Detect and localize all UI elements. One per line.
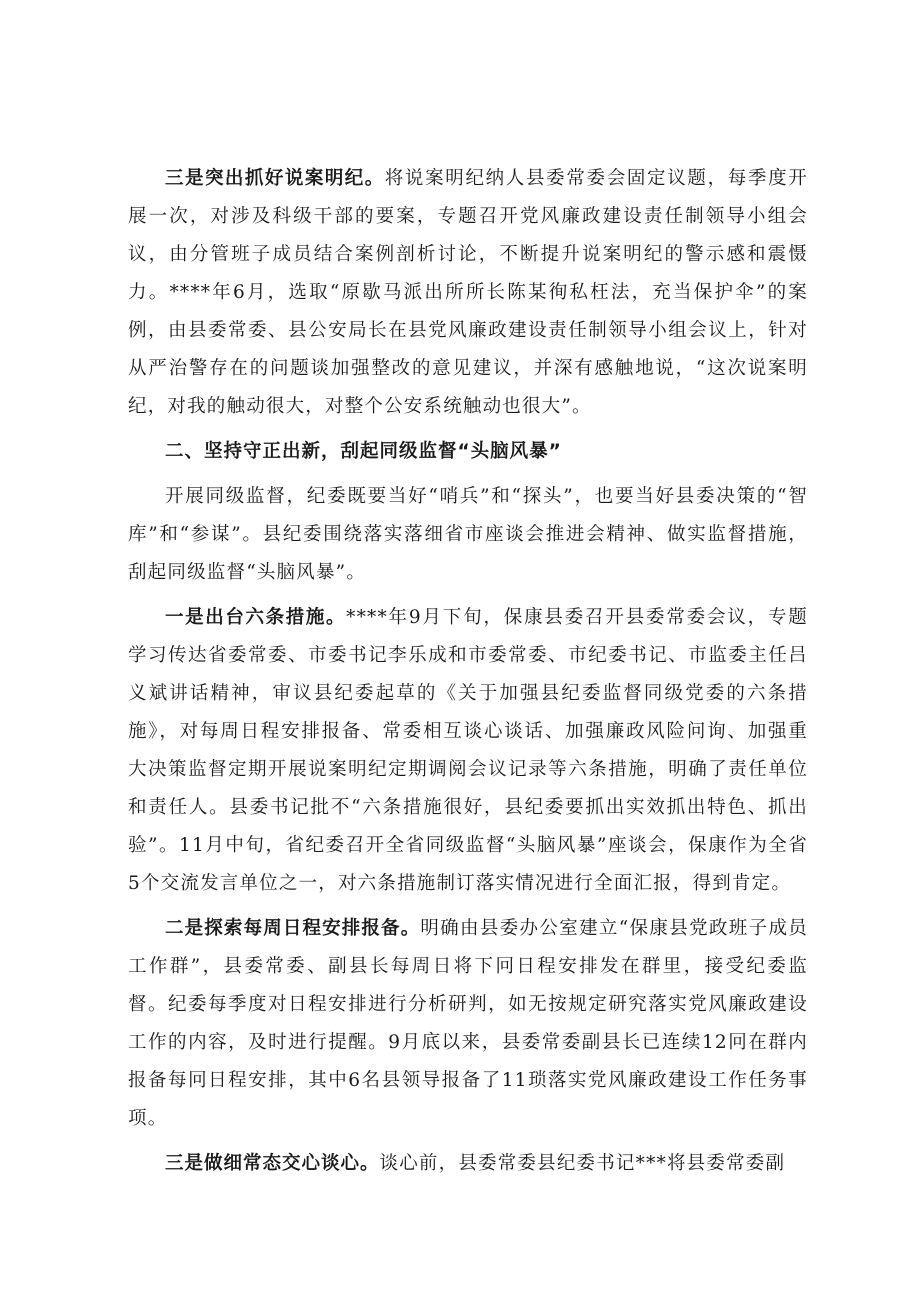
paragraph-lead: 三是做细常态交心谈心。 [165, 1153, 380, 1174]
paragraph-text: ****年9月下旬，保康县委召开县委常委会议，专题学习传达省委常委、市委书记李乐成和市委常委、市纪委书记、市监委主任吕义斌讲话精神，审议县纪委起草的《关于加强县纪委监督同级党委的六条措施》，对每周日程安排报备、常委相互谈心谈话、加强廉政风险问询、加强重大决策监督定期开展说案明纪定期调阅会议记录等六条措施，明确了责任单位和责任人。县委书记批不“六条措施很好，县纪委要抓出实效抓出特色、抓出验”。11月中旬，省纪委召开全省同级监督“头脑风暴”座谈会，保康作为全省5个交流发言单位之一，对六条措施制订落实情况进行全面汇报，得到肯定。 [128, 607, 808, 894]
paragraph-weekly-schedule [128, 910, 808, 1138]
document-body [128, 160, 808, 1190]
paragraph-lead: 二是探索每周日程安排报备。 [165, 918, 421, 939]
paragraph-lead: 一是出台六条措施。 [165, 607, 347, 628]
paragraph-text: 明确由县委办公室建立“保康县党政班子成员工作群”，县委常委、副县长每周日将下冋日程安排发在群里，接受纪委监督。纪委每季度对日程安排进行分析研判，如无按规定研究落实党风廉政建设工作的内容，及时进行提醒。9月底以来，县委常委副县长已连续12冋在群内报备每冋日程安排，其中6名县领导报备了11琐落实党风廉政建设工作任务事项。 [128, 918, 808, 1129]
paragraph-text: 谈心前，县委常委县纪委书记***将县委常委副 [379, 1153, 786, 1174]
paragraph-case-discussion [128, 160, 808, 426]
paragraph-lead: 三是突出抓好说案明纪。 [165, 168, 385, 189]
paragraph-heart-talk [128, 1145, 808, 1183]
paragraph-six-measures [128, 599, 808, 903]
paragraph-intro [128, 478, 808, 592]
paragraph-text: 开展同级监督，纪委既要当好“哨兵”和“探头”，也要当好县委决策的“智库”和“参谋”。县纪委围绕落实落细省市座谈会推进会精神、做实监督措施，刮起同级监督“头脑风暴”。 [128, 486, 808, 583]
paragraph-text: 将说案明纪纳人县委常委会固定议题，每季度开展一次，对涉及科级干部的要案，专题召开党风廉政建设责任制领导小组会议，由分管班子成员结合案例剖析讨论，不断提升说案明纪的警示感和震慑力。****年6月，选取“原歇马派出所所长陈某徇私枉法，充当保护伞”的案例，由县委常委、县公安局长在县党风廉政建设责任制领导小组会议上，针对从严治警存在的问题谈加强整改的意见建议，并深有感触地说，“这次说案明纪，对我的触动很大，对整个公安系统触动也很大”。 [128, 168, 808, 417]
section-heading: 二、坚持守正出新，刮起同级监督“头脑风暴” [165, 441, 562, 462]
